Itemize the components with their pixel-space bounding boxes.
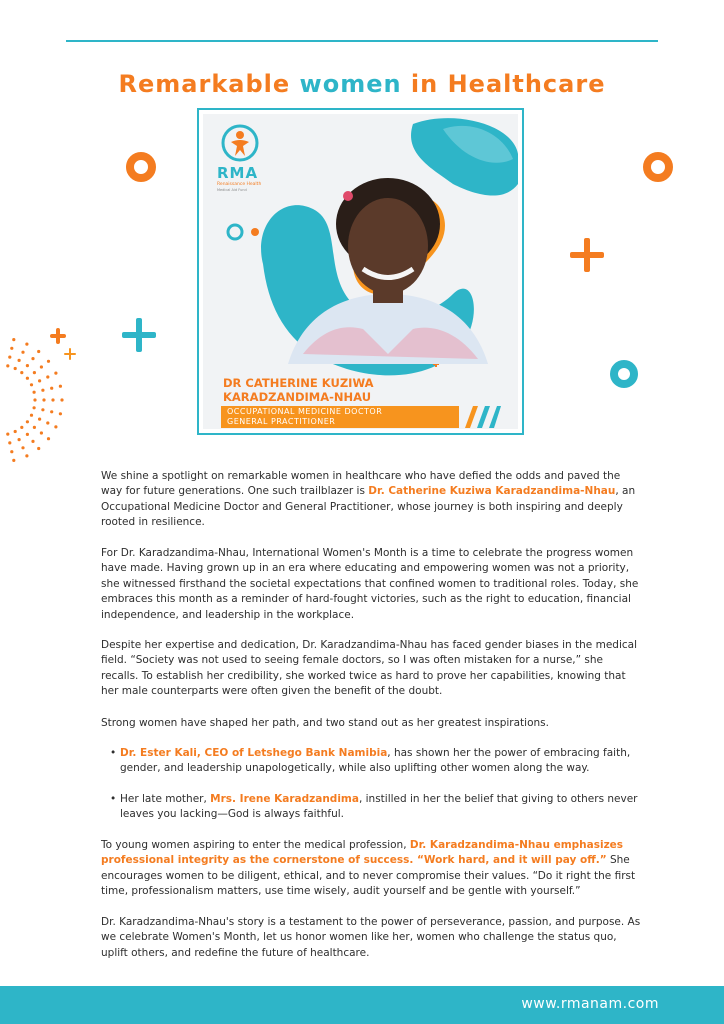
- article-paragraph-4: [101, 716, 641, 731]
- p3-text: Despite her expertise and dedication, Dr. Karadzandima-Nhau has faced gender biases in the medical field. “Society was not used to seeing female doctors, so I was often mistaken for a nurse,” she recalls. To establish her credibility, she worked twice as hard to prove her capabilities, knowing that her male counterparts were often given the benefit of the doubt.: [101, 639, 637, 698]
- p2-text: For Dr. Karadzandima-Nhau, International Women's Month is a time to celebrate the progress women have made. Having grown up in an era where educating and empowering women was not a priority, she witnessed firsthand the societal expectations that confined women to traditional roles. Today, she embraces this month as a reminder of hard-fought victories, such as the right to education, financial independence, and leadership in the workplace.: [101, 547, 639, 621]
- bullet-dot: •: [110, 747, 117, 759]
- rma-logo-icon: [221, 124, 259, 162]
- top-divider: [66, 40, 658, 42]
- p4-text: Strong women have shaped her path, and two stand out as her greatest inspirations.: [101, 717, 549, 729]
- website-link[interactable]: www.rmanam.com: [521, 996, 659, 1012]
- rma-logo-subtitle: Renaissance Health: [217, 182, 262, 187]
- orange-plus-icon-right: [570, 238, 604, 272]
- bullet-2-text-a: Her late mother,: [120, 793, 211, 805]
- p6-text: Dr. Karadzandima-Nhau's story is a testament to the power of perseverance, passion, and purpose. As we celebrate Women's Month, let us honor women like her, women who challenge the status quo, uplift others, and redefine the future of healthcare.: [101, 916, 641, 959]
- doctor-portrait-photo: [283, 154, 493, 364]
- title-part-2: women: [299, 70, 402, 98]
- article-paragraph-2: [101, 546, 641, 623]
- article-paragraph-3: [101, 638, 641, 700]
- title-part-1: Remarkable: [118, 70, 291, 98]
- orange-ring-left: [126, 152, 156, 182]
- article-paragraph-5: [101, 838, 641, 900]
- doctor-name-line-2: KARADZANDIMA-NHAU: [223, 390, 372, 404]
- stripe-decoration: [461, 406, 501, 428]
- profile-card: [197, 108, 524, 435]
- p1-highlight-name: Dr. Catherine Kuziwa Karadzandima-Nhau: [368, 485, 616, 498]
- page-title: [0, 70, 724, 98]
- p5-text-a: To young women aspiring to enter the medical profession,: [101, 839, 410, 851]
- footer-bar: [0, 986, 724, 1024]
- teal-plus-icon-left: [122, 318, 156, 352]
- doctor-name-line-1: DR CATHERINE KUZIWA: [223, 376, 374, 390]
- bullet-2-text-b: , instilled in her the belief that giving to others never leaves you lacking—God is always faithful.: [120, 793, 638, 821]
- bullet-2-highlight: Mrs. Irene Karadzandima: [210, 793, 359, 805]
- article-paragraph-1: [101, 469, 641, 531]
- bullet-dot: •: [110, 793, 117, 805]
- bullet-1-text: , has shown her the power of embracing faith, gender, and leadership unapologetically, while also uplifting other women along the way.: [120, 747, 631, 775]
- p5-highlight: Dr. Karadzandima-Nhau emphasizes professional integrity as the cornerstone of success. “Work hard, and it will pay off.”: [101, 839, 624, 867]
- doctor-role-line-1: OCCUPATIONAL MEDICINE DOCTOR: [227, 407, 383, 416]
- profile-card-background: [203, 114, 518, 429]
- p5-text-b: She encourages women to be diligent, ethical, and to never compromise their values. “Do it right the first time, professionalism matters, use time wisely, audit yourself and be gentle with yourself.”: [101, 854, 636, 898]
- rma-logo-subtitle-2: Medical Aid Fund: [217, 188, 247, 192]
- article-paragraph-6: [101, 915, 641, 961]
- dotted-arc-decoration: [0, 320, 70, 480]
- teal-ring-right: [610, 360, 638, 388]
- doctor-role-line-2: GENERAL PRACTITIONER: [227, 417, 336, 426]
- bullet-1-highlight: Dr. Ester Kali, CEO of Letshego Bank Namibia: [120, 747, 388, 759]
- p1-text-b: , an Occupational Medicine Doctor and General Practitioner, whose journey is both inspiring and deeply rooted in resilience.: [101, 485, 636, 529]
- rma-logo-text: RMA: [217, 164, 259, 182]
- p1-text-a: We shine a spotlight on remarkable women in healthcare who have defied the odds and paved the way for future generations. One such trailblazer is: [101, 470, 621, 498]
- title-part-3: in Healthcare: [410, 70, 606, 98]
- list-item: [110, 792, 640, 823]
- orange-ring-right: [643, 152, 673, 182]
- list-item: [110, 746, 640, 777]
